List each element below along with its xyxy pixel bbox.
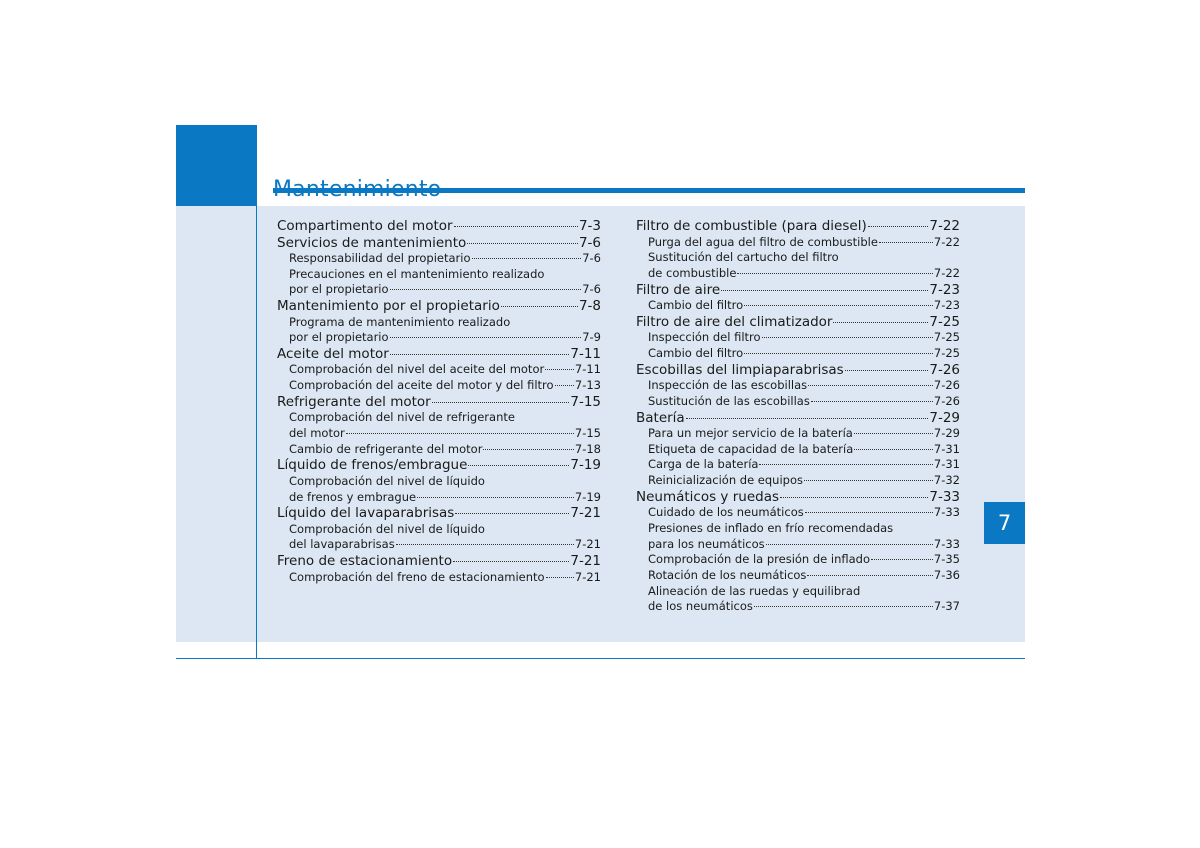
toc-entry-label: Filtro de combustible (para diesel) [636,218,867,234]
toc-subentry[interactable] [636,473,960,489]
dot-leader [390,354,570,355]
toc-subentry[interactable] [636,537,960,553]
toc-page-number: 7-26 [933,378,960,393]
toc-entry-label: de los neumáticos [648,599,753,614]
dot-leader [686,418,929,419]
toc-entry-label: Comprobación del aceite del motor y del filtro [289,378,554,393]
toc-entry-label: Precauciones en el mantenimiento realizado [289,266,545,281]
toc-entry-label: Carga de la batería [648,457,759,472]
dot-leader [555,385,574,386]
dot-leader [390,289,582,290]
dot-leader [744,353,933,354]
toc-subentry[interactable] [636,330,960,346]
toc-subentry[interactable] [636,266,960,282]
dot-leader [472,258,582,259]
left-margin-rule [256,206,257,659]
toc-page-number: 7-23 [929,281,960,298]
toc-page-number: 7-21 [574,537,601,552]
toc-page-number: 7-36 [933,568,960,582]
toc-page-number: 7-33 [933,536,960,551]
dot-leader [805,512,933,513]
dot-leader [759,464,932,465]
dot-leader [879,242,933,243]
toc-entry-label: Servicios de mantenimiento [277,234,467,251]
toc-subentry[interactable] [277,490,601,506]
toc-page-number: 7-25 [929,313,960,330]
toc-entry[interactable] [277,505,601,522]
toc-entry-label: Cambio del filtro [648,298,744,313]
toc-page-number: 7-35 [933,552,960,567]
dot-leader [807,575,932,576]
toc-subentry[interactable] [636,346,960,362]
dot-leader [396,544,574,545]
toc-subentry[interactable] [277,267,601,283]
dot-leader [454,226,578,227]
dot-leader [468,465,569,466]
toc-entry[interactable] [636,282,960,299]
toc-entry-label: Comprobación del nivel de líquido [289,521,485,536]
toc-subentry[interactable] [277,315,601,331]
bottom-rule [176,658,1025,659]
toc-entry[interactable] [636,410,960,427]
toc-entry-label: Neumáticos y ruedas [636,488,780,505]
toc-page-number: 7-8 [578,298,601,315]
toc-entry-label: Escobillas del limpiaparabrisas [636,361,844,378]
toc-subentry[interactable] [277,442,601,458]
toc-page-number: 7-18 [574,441,601,456]
toc-entry-label: Comprobación del freno de estacionamiento [289,569,545,584]
toc-subentry[interactable] [277,570,601,586]
toc-subentry[interactable] [636,457,960,473]
toc-entry-label: Presiones de inflado en frío recomendadas [648,520,894,535]
toc-entry-label: Rotación de los neumáticos [648,568,807,582]
dot-leader [845,370,929,371]
toc-page-number: 7-3 [578,218,601,234]
dot-leader [546,577,574,578]
toc-entry-label: Para un mejor servicio de la batería [648,426,853,440]
toc-entry[interactable] [636,489,960,506]
toc-entry[interactable] [636,218,960,235]
toc-entry-label: Aceite del motor [277,345,389,362]
toc-subentry[interactable] [277,378,601,394]
toc-entry-label: Freno de estacionamiento [277,553,453,570]
chapter-tab[interactable]: 7 [984,502,1025,544]
dot-leader [737,273,932,274]
toc-subentry[interactable] [636,505,960,521]
toc-page-number: 7-33 [933,505,960,520]
toc-subentry[interactable] [277,362,601,378]
toc-page-number: 7-11 [570,345,601,362]
toc-entry-label: Cambio de refrigerante del motor [289,441,483,456]
toc-entry[interactable] [277,235,601,252]
toc-page-number: 7-22 [933,265,960,280]
toc-page-number: 7-31 [933,457,960,472]
toc-entry-label: Filtro de aire del climatizador [636,313,833,330]
dot-leader [762,337,933,338]
toc-entry-label: Batería [636,409,685,426]
dot-leader [346,433,574,434]
toc-page-number: 7-26 [929,361,960,378]
toc-page-number: 7-15 [574,426,601,440]
toc-entry-label: Líquido del lavaparabrisas [277,505,455,522]
toc-subentry[interactable] [636,378,960,394]
toc-page-number: 7-25 [933,345,960,360]
toc-page-number: 7-21 [574,569,601,584]
toc-subentry[interactable] [277,330,601,346]
toc-page-number: 7-32 [933,473,960,488]
dot-leader [721,290,928,291]
toc-entry-label: Comprobación del nivel de refrigerante [289,410,515,425]
toc-entry-label: de combustible [648,265,737,280]
toc-subentry[interactable] [636,599,960,615]
toc-subentry[interactable] [636,584,960,600]
toc-entry-label: por el propietario [289,330,389,345]
toc-subentry[interactable] [277,251,601,267]
toc-subentry[interactable] [636,250,960,266]
toc-page-number: 7-29 [933,426,960,440]
toc-subentry[interactable] [636,298,960,314]
dot-leader [811,401,933,402]
toc-entry-label: Purga del agua del filtro de combustible [648,234,878,249]
toc-entry[interactable] [277,218,601,235]
toc-entry[interactable] [636,362,960,379]
toc-entry[interactable] [277,298,601,315]
toc-entry-label: Responsabilidad del propietario [289,251,471,265]
toc-entry-label: Programa de mantenimiento realizado [289,314,511,329]
toc-entry[interactable] [277,553,601,570]
toc-entry-label: del lavaparabrisas [289,537,395,552]
toc-subentry[interactable] [636,394,960,410]
toc-entry-label: Sustitución de las escobillas [648,393,810,408]
toc-subentry[interactable] [277,410,601,426]
dot-leader [390,337,582,338]
toc-entry-label: Inspección de las escobillas [648,378,808,393]
dot-leader [483,449,573,450]
toc-page-number: 7-25 [933,330,960,345]
toc-page-number: 7-29 [929,409,960,426]
toc-entry-label: Comprobación de la presión de inflado [648,552,871,567]
toc-entry[interactable] [277,394,601,411]
dot-leader [854,449,933,450]
toc-entry[interactable] [277,457,601,474]
toc-page-number: 7-33 [929,488,960,505]
toc-subentry[interactable] [636,426,960,442]
toc-page-number: 7-21 [570,553,601,570]
dot-leader [453,561,569,562]
toc-page-number: 7-19 [570,457,601,474]
toc-entry-label: Cuidado de los neumáticos [648,505,804,520]
chapter-header-block [176,125,257,206]
dot-leader [780,497,928,498]
dot-leader [854,433,933,434]
toc-page-number: 7-19 [574,489,601,504]
dot-leader [501,306,578,307]
dot-leader [871,559,933,560]
toc-entry-label: Cambio del filtro [648,345,744,360]
toc-subentry[interactable] [277,426,601,442]
toc-entry-label: por el propietario [289,282,389,297]
toc-entry-label: Etiqueta de capacidad de la batería [648,441,854,456]
toc-entry-label: Comprobación del nivel del aceite del motor [289,362,545,377]
dot-leader [833,322,928,323]
dot-leader [868,226,929,227]
dot-leader [808,385,933,386]
toc-subentry[interactable] [636,568,960,584]
toc-page-number: 7-22 [929,218,960,234]
toc-page-number: 7-37 [933,599,960,614]
toc-entry[interactable] [636,314,960,331]
dot-leader [467,243,578,244]
dot-leader [766,544,933,545]
dot-leader [754,606,933,607]
toc-page-number: 7-23 [933,298,960,313]
toc-page-number: 7-6 [582,251,601,265]
toc-entry-label: Reinicialización de equipos [648,473,803,488]
dot-leader [545,369,574,370]
dot-leader [744,305,933,306]
title-underline [273,188,1025,193]
toc-page-number: 7-11 [574,362,601,377]
toc-column-right [636,218,960,615]
toc-subentry[interactable] [636,235,960,251]
toc-subentry[interactable] [277,522,601,538]
dot-leader [417,497,574,498]
toc-page-number: 7-6 [582,282,601,297]
toc-page-number: 7-22 [933,234,960,249]
toc-subentry[interactable] [636,552,960,568]
toc-page-number: 7-13 [574,378,601,393]
toc-subentry[interactable] [277,474,601,490]
dot-leader [455,513,569,514]
toc-page-number: 7-9 [582,330,601,345]
toc-page-number: 7-26 [933,393,960,408]
toc-subentry[interactable] [636,521,960,537]
toc-entry-label: Filtro de aire [636,281,721,298]
toc-entry-label: Inspección del filtro [648,330,761,345]
toc-page-number: 7-15 [570,393,601,410]
toc-entry-label: para los neumáticos [648,536,765,551]
toc-entry-label: Mantenimiento por el propietario [277,298,500,315]
toc-subentry[interactable] [636,442,960,458]
toc-entry-label: Refrigerante del motor [277,393,431,410]
toc-entry-label: Alineación de las ruedas y equilibrad [648,583,861,598]
toc-page-number: 7-21 [570,505,601,522]
toc-page-number: 7-6 [578,234,601,251]
toc-entry-label: Líquido de frenos/embrague [277,457,468,474]
toc-subentry[interactable] [277,282,601,298]
toc-column-left [277,218,601,585]
toc-entry-label: Sustitución del cartucho del filtro [648,250,839,265]
toc-page-number: 7-31 [933,441,960,456]
toc-entry[interactable] [277,346,601,363]
dot-leader [432,402,570,403]
toc-entry-label: Compartimento del motor [277,218,453,234]
toc-entry-label: Comprobación del nivel de líquido [289,473,485,488]
toc-entry-label: del motor [289,426,345,440]
dot-leader [804,480,933,481]
toc-subentry[interactable] [277,537,601,553]
toc-entry-label: de frenos y embrague [289,489,417,504]
